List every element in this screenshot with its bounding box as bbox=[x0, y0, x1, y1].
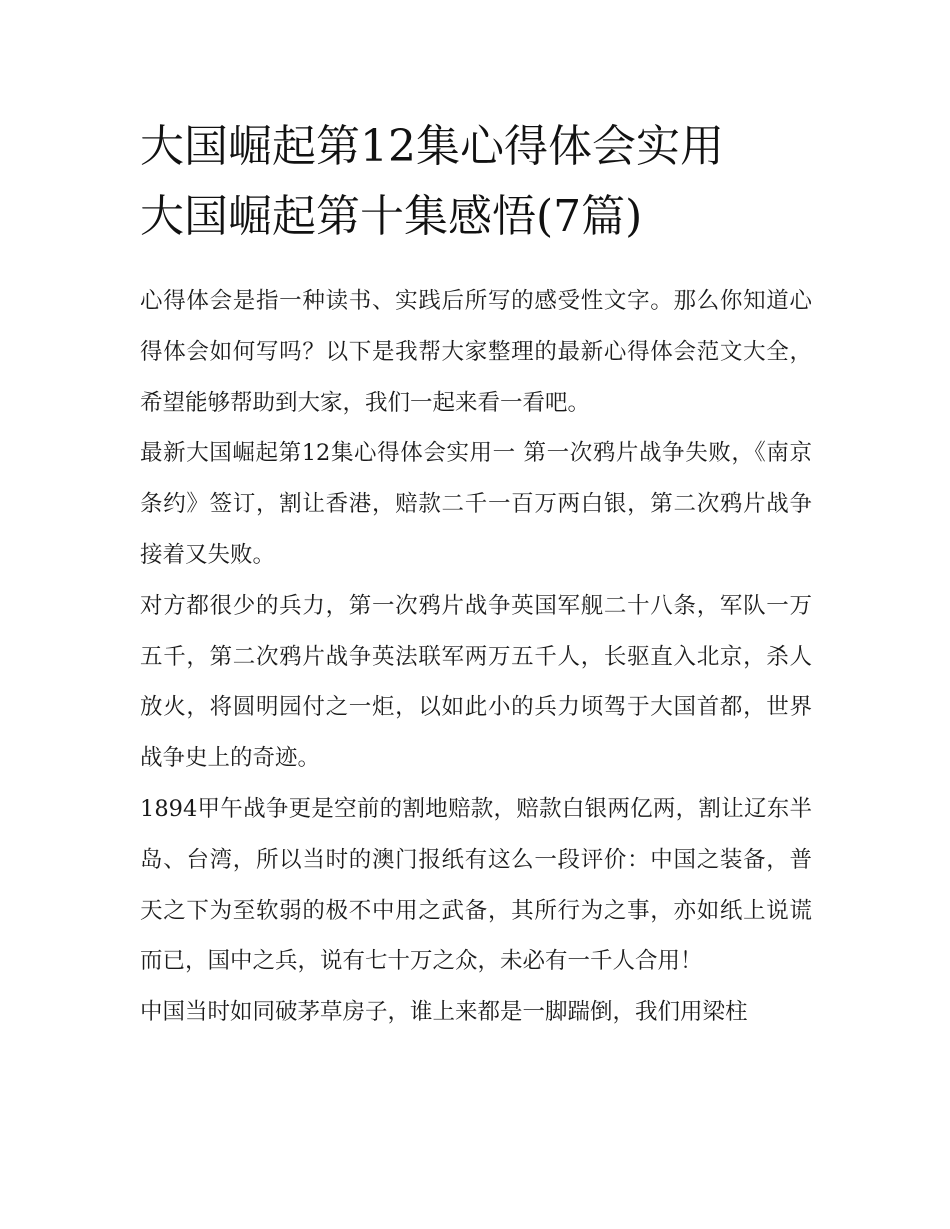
document-body bbox=[140, 112, 812, 1038]
title-line-2: 大国崛起第十集感悟(7篇) bbox=[140, 191, 643, 242]
title-line-1: 大国崛起第12集心得体会实用 bbox=[140, 121, 724, 172]
paragraph-troops: 对方都很少的兵力，第一次鸦片战争英国军舰二十八条，军队一万五千，第二次鸦片战争英法联军两万五千人，长驱直入北京，杀人放火，将圆明园付之一炬，以如此小的兵力顷驾于大国首都，世界战争史上的奇迹。 bbox=[140, 592, 812, 772]
paragraph-opium-war: 最新大国崛起第12集心得体会实用一 第一次鸦片战争失败，《南京条约》签订，割让香港，赔款二千一百万两白银，第二次鸦片战争接着又失败。 bbox=[140, 440, 812, 568]
paragraph-intro: 心得体会是指一种读书、实践后所写的感受性文字。那么你知道心得体会如何写吗？以下是我帮大家整理的最新心得体会范文大全，希望能够帮助到大家，我们一起来看一看吧。 bbox=[140, 288, 812, 416]
document-title bbox=[140, 112, 812, 252]
paragraph-thatched-house: 中国当时如同破茅草房子，谁上来都是一脚踹倒，我们用梁柱 bbox=[140, 999, 748, 1026]
paragraph-1894-war: 1894甲午战争更是空前的割地赔款，赔款白银两亿两，割让辽东半岛、台湾，所以当时的澳门报纸有这么一段评价：中国之装备，普天之下为至软弱的极不中用之武备，其所行为之事，亦如纸上说谎而已，国中之兵，说有七十万之众，未必有一千人合用！ bbox=[140, 795, 812, 975]
